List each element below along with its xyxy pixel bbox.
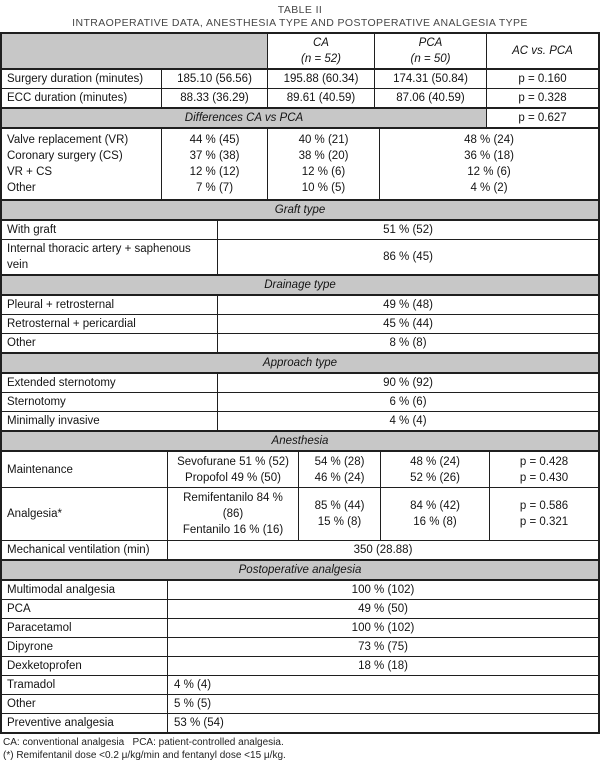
value-p: p = 0.627	[487, 109, 598, 127]
value-p: p = 0.160	[487, 70, 598, 88]
cell-line: 7 % (7)	[196, 180, 233, 196]
table-row	[2, 314, 598, 333]
cell-line: (86)	[223, 506, 243, 522]
row-label: Minimally invasive	[2, 412, 218, 430]
header-comparison-cell: AC vs. PCA	[487, 34, 598, 68]
section-band-row	[2, 352, 598, 372]
row-label: Analgesia*	[2, 488, 168, 540]
row-value: 4 % (4)	[218, 412, 598, 430]
cell-line: CA	[313, 35, 329, 51]
table-row	[2, 68, 598, 88]
value-pca	[380, 129, 598, 199]
cell-line: 85 % (44)	[315, 498, 365, 514]
table-row	[2, 450, 598, 487]
row-label: Tramadol	[2, 676, 168, 694]
section-band-row	[2, 430, 598, 450]
cell-line: Valve replacement (VR)	[7, 132, 128, 148]
value-pca: 174.31 (50.84)	[375, 70, 487, 88]
row-value: 4 % (4)	[168, 676, 598, 694]
cell-line: PCA	[419, 35, 443, 51]
cell-line: Other	[7, 180, 36, 196]
value-ca	[268, 129, 380, 199]
header-empty-cell	[2, 34, 268, 68]
table-row	[2, 694, 598, 713]
row-label: Dipyrone	[2, 638, 168, 656]
row-label: Other	[2, 334, 218, 352]
table-row	[2, 713, 598, 732]
footnotes	[3, 737, 600, 762]
value-ca	[299, 488, 381, 540]
row-label: Retrosternal + pericardial	[2, 315, 218, 333]
row-label: ECC duration (minutes)	[2, 89, 162, 107]
footnote-abbreviations: CA: conventional analgesia PCA: patient-controlled analgesia.	[3, 737, 600, 750]
cell-line: 84 % (42)	[410, 498, 460, 514]
value-pca	[381, 452, 490, 487]
row-value: 350 (28.88)	[168, 541, 598, 559]
section-band-row	[2, 559, 598, 579]
row-value: 49 % (50)	[168, 600, 598, 618]
row-value: 53 % (54)	[168, 714, 598, 732]
section-band: Approach type	[2, 354, 598, 372]
table-header-row	[2, 34, 598, 68]
row-value: 5 % (5)	[168, 695, 598, 713]
cell-line: p = 0.321	[520, 514, 568, 530]
cell-line: p = 0.586	[520, 498, 568, 514]
table-row	[2, 127, 598, 199]
cell-line: Coronary surgery (CS)	[7, 148, 123, 164]
table-row	[2, 618, 598, 637]
row-label: Preventive analgesia	[2, 714, 168, 732]
row-value: 86 % (45)	[218, 240, 598, 274]
row-value: 49 % (48)	[218, 296, 598, 314]
table-row	[2, 333, 598, 352]
cell-line: 54 % (28)	[315, 454, 365, 470]
cell-line: 12 % (6)	[467, 164, 510, 180]
cell-line: 12 % (12)	[190, 164, 240, 180]
table-row	[2, 540, 598, 559]
row-value: 73 % (75)	[168, 638, 598, 656]
table-row	[2, 88, 598, 107]
cell-line: 12 % (6)	[302, 164, 345, 180]
table-row	[2, 411, 598, 430]
section-band-row	[2, 199, 598, 219]
cell-line: (n = 50)	[411, 51, 451, 67]
section-band: Postoperative analgesia	[2, 561, 598, 579]
header-ca-cell	[268, 34, 375, 68]
section-band-row	[2, 107, 598, 127]
cell-line: 46 % (24)	[315, 470, 365, 486]
cell-line: Sevofurane 51 % (52)	[177, 454, 289, 470]
cell-line: 48 % (24)	[464, 132, 514, 148]
value-all	[168, 452, 299, 487]
table-row	[2, 372, 598, 392]
value-p	[490, 488, 598, 540]
row-value: 100 % (102)	[168, 619, 598, 637]
value-all: 185.10 (56.56)	[162, 70, 268, 88]
row-label: PCA	[2, 600, 168, 618]
table-caption	[0, 4, 600, 30]
row-value: 90 % (92)	[218, 374, 598, 392]
cell-line: 40 % (21)	[299, 132, 349, 148]
row-label: Paracetamol	[2, 619, 168, 637]
table-row	[2, 392, 598, 411]
row-label	[2, 129, 162, 199]
table-row	[2, 637, 598, 656]
section-band: Graft type	[2, 201, 598, 219]
cell-line: Propofol 49 % (50)	[185, 470, 281, 486]
table-row	[2, 294, 598, 314]
cell-line: 15 % (8)	[318, 514, 361, 530]
cell-line: VR + CS	[7, 164, 52, 180]
cell-line: Remifentanilo 84 %	[183, 490, 283, 506]
section-band: Differences CA vs PCA	[2, 109, 487, 127]
table-row	[2, 239, 598, 274]
cell-line: 10 % (5)	[302, 180, 345, 196]
row-value: 6 % (6)	[218, 393, 598, 411]
cell-line: Fentanilo 16 % (16)	[183, 522, 283, 538]
cell-line: 48 % (24)	[410, 454, 460, 470]
row-label: Pleural + retrosternal	[2, 296, 218, 314]
row-label: Multimodal analgesia	[2, 581, 168, 599]
cell-line: (n = 52)	[301, 51, 341, 67]
cell-line: p = 0.430	[520, 470, 568, 486]
value-all	[168, 488, 299, 540]
row-value: 18 % (18)	[168, 657, 598, 675]
footnote-asterisk: (*) Remifentanil dose <0.2 μ/kg/min and fentanyl dose <15 μ/kg.	[3, 750, 600, 762]
header-pca-cell	[375, 34, 487, 68]
row-label: Dexketoprofen	[2, 657, 168, 675]
cell-line: 4 % (2)	[470, 180, 507, 196]
cell-line: 36 % (18)	[464, 148, 514, 164]
table-row	[2, 579, 598, 599]
cell-line: 52 % (26)	[410, 470, 460, 486]
cell-line: p = 0.428	[520, 454, 568, 470]
table-row	[2, 656, 598, 675]
value-pca	[381, 488, 490, 540]
cell-line: 16 % (8)	[413, 514, 456, 530]
table-title: INTRAOPERATIVE DATA, ANESTHESIA TYPE AND POSTOPERATIVE ANALGESIA TYPE	[0, 16, 600, 30]
row-label: Maintenance	[2, 452, 168, 487]
table-row	[2, 219, 598, 239]
table-row	[2, 675, 598, 694]
cell-line: 44 % (45)	[190, 132, 240, 148]
row-value: 51 % (52)	[218, 221, 598, 239]
data-table	[0, 32, 600, 734]
value-pca: 87.06 (40.59)	[375, 89, 487, 107]
cell-line: 38 % (20)	[299, 148, 349, 164]
value-p	[490, 452, 598, 487]
row-label: Extended sternotomy	[2, 374, 218, 392]
row-label: Surgery duration (minutes)	[2, 70, 162, 88]
row-value: 45 % (44)	[218, 315, 598, 333]
row-label: Mechanical ventilation (min)	[2, 541, 168, 559]
row-label: Other	[2, 695, 168, 713]
section-band: Anesthesia	[2, 432, 598, 450]
table-row	[2, 487, 598, 540]
row-value: 8 % (8)	[218, 334, 598, 352]
value-ca: 89.61 (40.59)	[268, 89, 375, 107]
table-row	[2, 599, 598, 618]
table-number: TABLE II	[0, 4, 600, 16]
value-all	[162, 129, 268, 199]
cell-line: 37 % (38)	[190, 148, 240, 164]
section-band: Drainage type	[2, 276, 598, 294]
row-label: Internal thoracic artery + saphenous vein	[2, 240, 218, 274]
value-ca: 195.88 (60.34)	[268, 70, 375, 88]
value-all: 88.33 (36.29)	[162, 89, 268, 107]
row-label: With graft	[2, 221, 218, 239]
row-value: 100 % (102)	[168, 581, 598, 599]
value-ca	[299, 452, 381, 487]
section-band-row	[2, 274, 598, 294]
value-p: p = 0.328	[487, 89, 598, 107]
row-label: Sternotomy	[2, 393, 218, 411]
